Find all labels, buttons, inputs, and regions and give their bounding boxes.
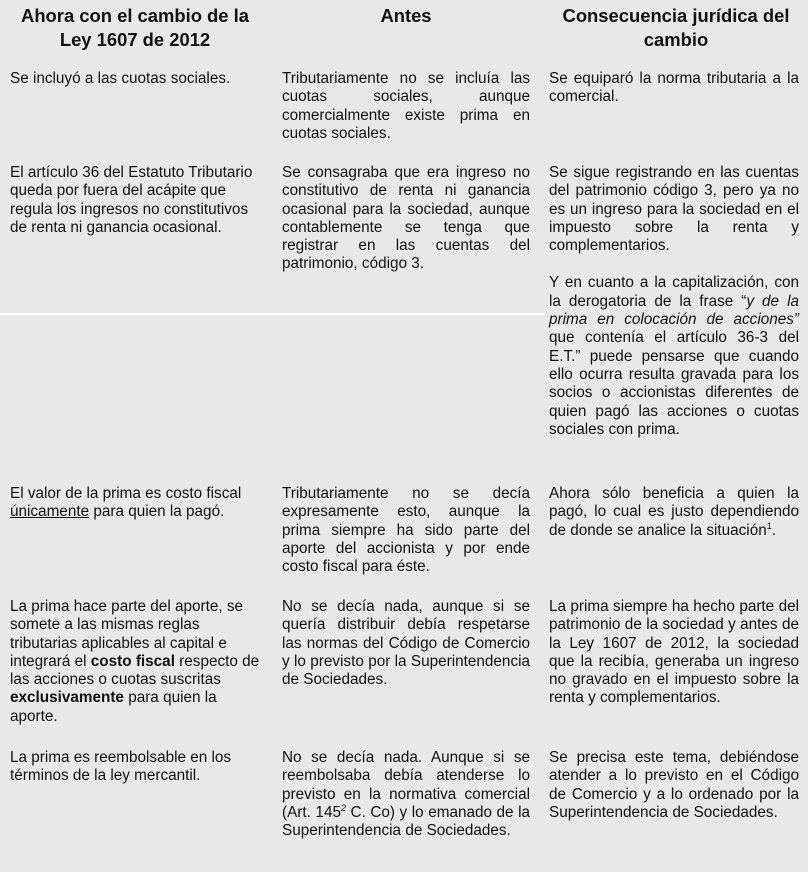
- row1-before: Tributariamente no se incluía las cuotas sociales, aunque comercialmente existe prima en cuotas sociales.: [282, 70, 530, 142]
- row4-now: La prima hace parte del aporte, se somete a las mismas reglas tributarias aplicables al capital e integrará el costo fiscal respecto de las acciones o cuotas suscritas exclusivamente para quien la aporte.: [10, 598, 260, 725]
- row2-before: Se consagraba que era ingreso no constitutivo de renta ni ganancia ocasional para la sociedad, aunque contablemente se tenga que registrar en las cuentas del patrimonio, código 3.: [282, 164, 530, 273]
- row2-consequence-para2: Y en cuanto a la capitalización, con la derogatoria de la frase “y de la prima en colocación de acciones” que contenía el artículo 36-3 del E.T.” puede pensarse que cuando ello ocurra resulta gravada para los socios o accionistas diferentes de quien pagó las acciones o cuotas sociales con prima.: [549, 274, 799, 438]
- footnote-ref-1[interactable]: 1: [766, 520, 772, 531]
- header-consequence: Consecuencia jurídica del cambio: [562, 5, 790, 50]
- row-divider: [0, 313, 545, 315]
- row5-before: No se decía nada. Aunque si se reembolsaba debía atenderse lo previsto en la normativa comercial (Art. $145^2$ C. Co) y lo emanado de la Superintendencia de Sociedades.: [282, 749, 530, 840]
- row5-now: La prima es reembolsable en los términos de la ley mercantil.: [10, 749, 232, 785]
- footnote-ref-2[interactable]: 2: [340, 802, 346, 813]
- header-now: Ahora con el cambio de la Ley 1607 de 2012: [21, 5, 249, 50]
- row2-consequence: [549, 164, 799, 439]
- row5-consequence: Se precisa este tema, debiéndose atender a lo previsto en el Código de Comercio y a lo ordenado por la Superintendencia de Sociedades.: [549, 749, 799, 821]
- row1-now: Se incluyó a las cuotas sociales.: [10, 70, 231, 87]
- row1-consequence: Se equiparó la norma tributaria a la comercial.: [549, 70, 799, 106]
- row2-now: El artículo 36 del Estatuto Tributario queda por fuera del acápite que regula los ingresos no constitutivos de renta ni ganancia ocasional.: [10, 164, 253, 236]
- row3-consequence: Ahora sólo beneficia a quien la pagó, lo cual es justo dependiendo de donde se analice la situación$^1$.: [549, 485, 799, 539]
- row2-consequence-para1: Se sigue registrando en las cuentas del patrimonio código 3, pero ya no es un ingreso para la sociedad en el impuesto sobre la renta y complementarios.: [549, 164, 799, 255]
- row4-consequence: La prima siempre ha hecho parte del patrimonio de la sociedad y antes de la Ley 1607 de 2012, la sociedad que la recibía, generaba un ingreso no gravado en el impuesto sobre la renta y complementarios.: [549, 598, 799, 707]
- header-before: Antes: [380, 5, 432, 26]
- row3-now: El valor de la prima es costo fiscal únicamente para quien la pagó.: [10, 485, 242, 521]
- row3-before: Tributariamente no se decía expresamente esto, aunque la prima siempre ha sido parte del aporte del accionista y por ende costo fiscal para éste.: [282, 485, 530, 576]
- row4-before: No se decía nada, aunque si se quería distribuir debía respetarse las normas del Código de Comercio y lo previsto por la Superintendencia de Sociedades.: [282, 598, 530, 689]
